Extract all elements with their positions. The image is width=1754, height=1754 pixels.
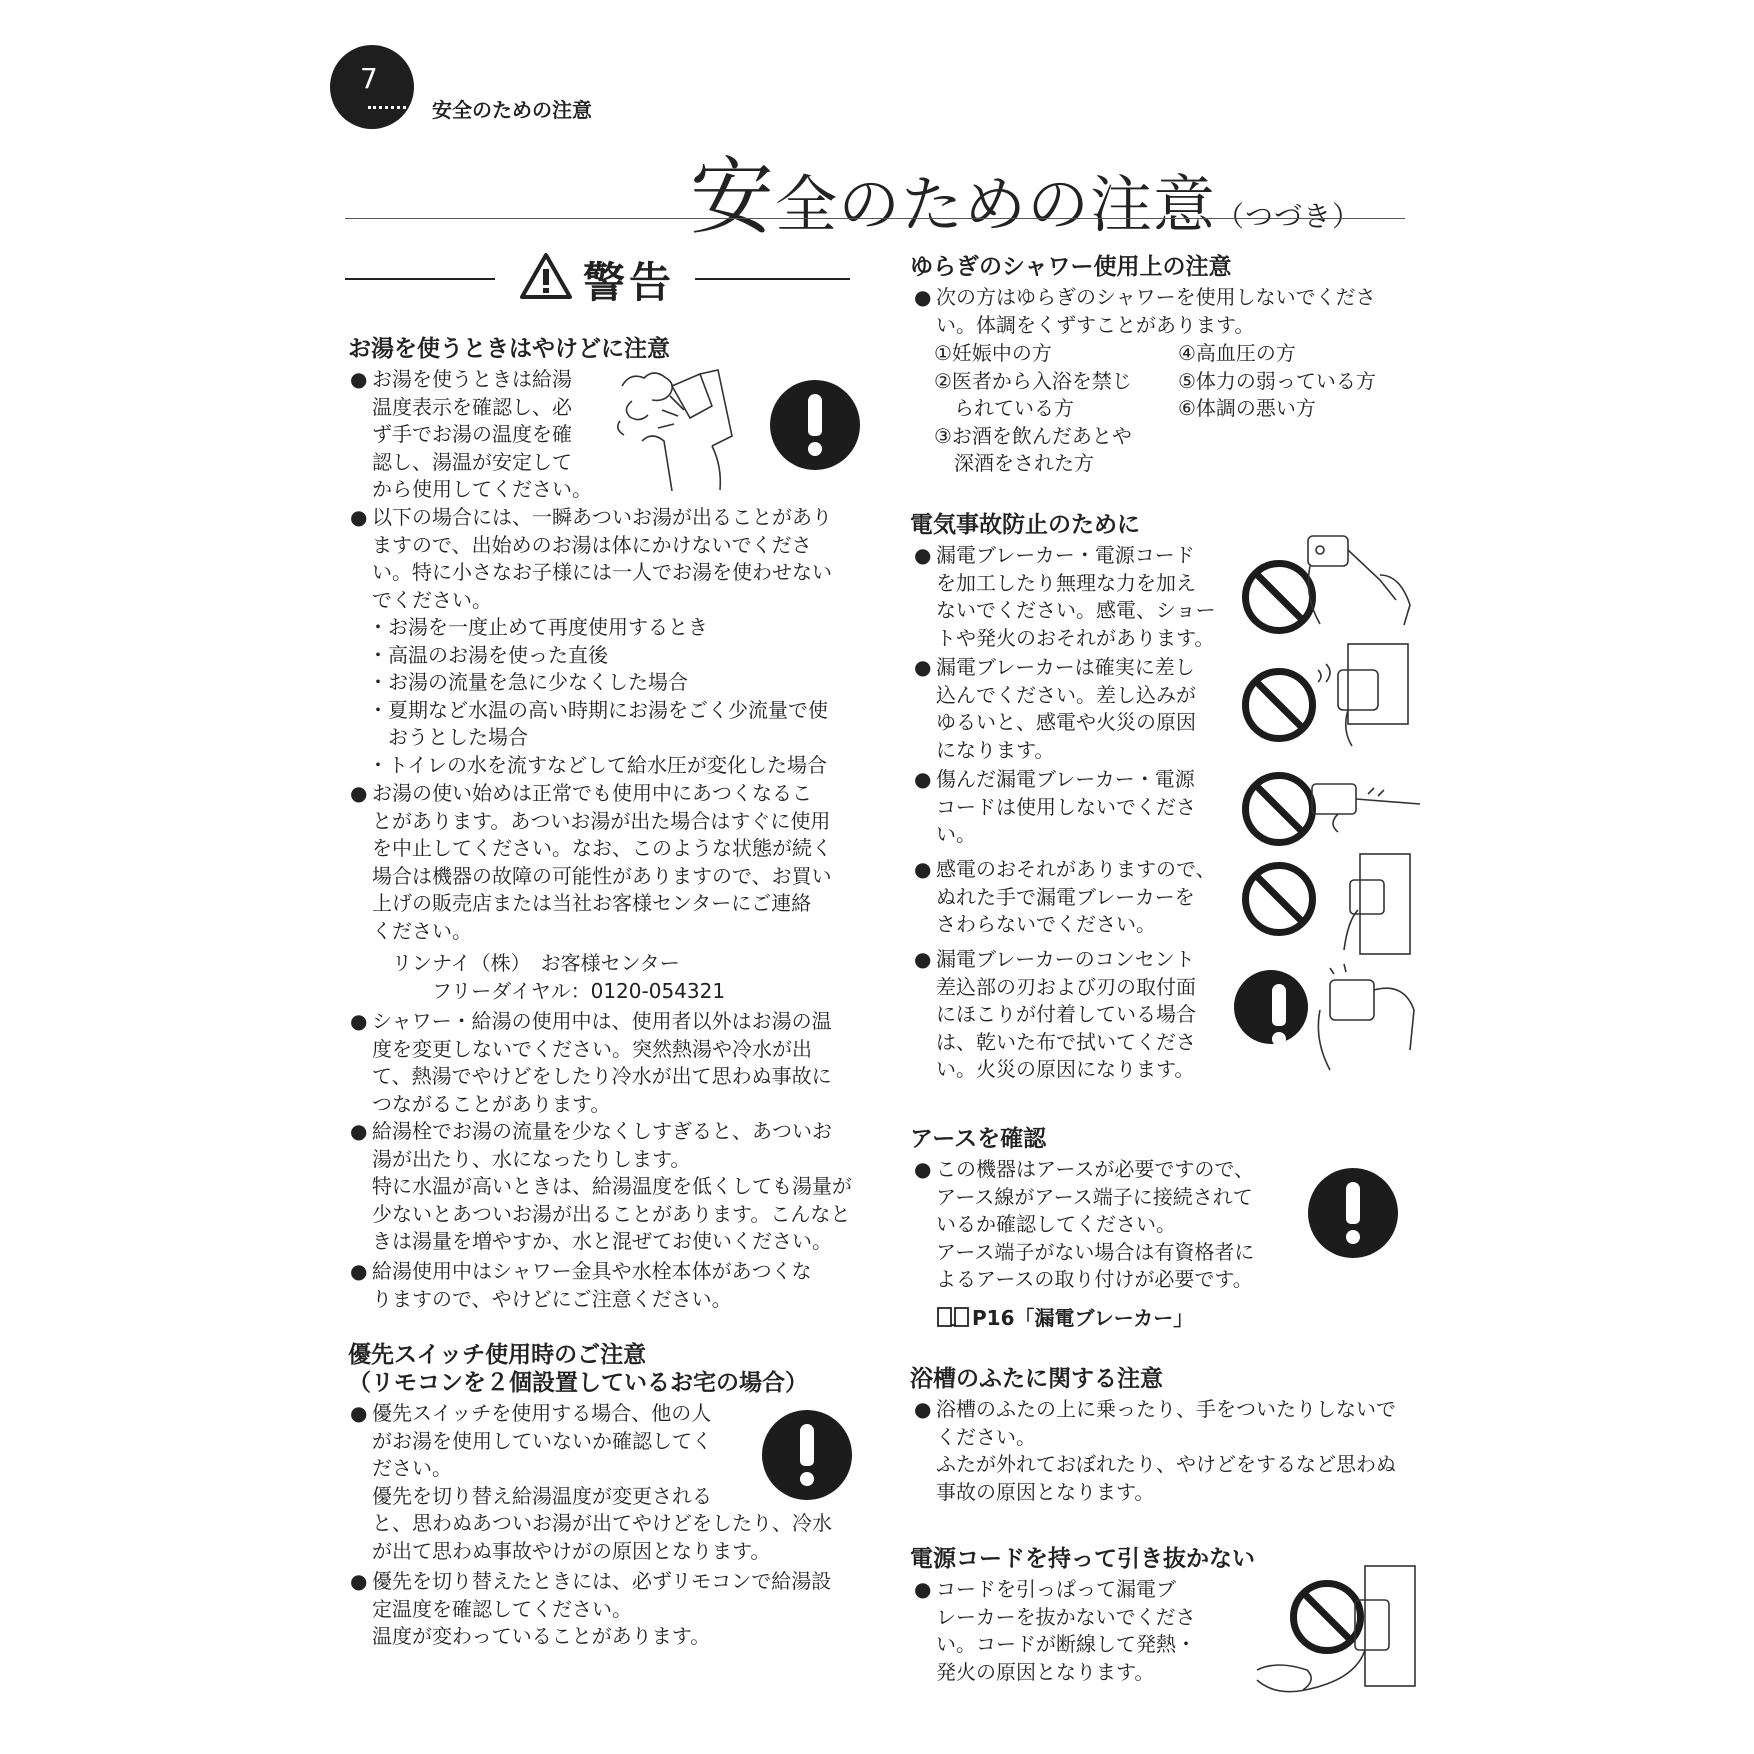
warning-triangle-icon [520, 252, 572, 300]
mandatory-icon [1234, 970, 1308, 1044]
heading-power-cord: 電源コードを持って引き抜かない [910, 1546, 1255, 1572]
list-item [350, 504, 370, 532]
section-label: 安全のための注意 [432, 98, 592, 122]
list-item [914, 946, 934, 974]
bullet: ● [914, 543, 932, 567]
priority-bullet-1: 優先スイッチを使用する場合、他の人 がお湯を使用していないか確認してく ださい。 優先を切り替え給湯温度が変更される と、思わぬあついお湯が出てやけどをしたり、冷水 が出て思わぬ事故やけがの原因となります。 [372, 1401, 832, 1563]
list-item [350, 1118, 370, 1146]
heading-burn-caution: お湯を使うときはやけどに注意 [348, 336, 670, 362]
bullet: ● [914, 947, 932, 971]
burn-bullet-2: 以下の場合には、一瞬あついお湯が出ることがあり ますので、出始めのお湯は体にかけないでくださ い。特に小さなお子様には一人でお湯を使わせない でください。 [372, 505, 832, 612]
page-title-first-char: 安 [690, 148, 776, 246]
heading-yuragi-shower: ゆらぎのシャワー使用上の注意 [910, 254, 1232, 280]
bullet: ● [350, 1009, 368, 1033]
bullet: ● [350, 1569, 368, 1593]
list-item [914, 1156, 934, 1184]
warning-label: 警告 [583, 258, 676, 307]
outlet-plug-illustration [1308, 640, 1418, 750]
reference-link[interactable]: P16「漏電ブレーカー」 [972, 1306, 1194, 1330]
list-item [350, 1400, 370, 1428]
list-item [914, 1396, 934, 1424]
electric-bullet-2: 漏電ブレーカーは確実に差し 込んでください。差し込みが ゆるいと、感電や火災の原因 になります。 [936, 655, 1196, 762]
bullet: ● [350, 1259, 368, 1283]
shower-hand-illustration [612, 366, 742, 491]
ground-bullet-1: この機器はアースが必要ですので、 アース線がアース端子に接続されて いるか確認してください。 アース端子がない場合は有資格者に よるアースの取り付けが必要です。 [936, 1157, 1255, 1291]
prohibited-icon [1242, 772, 1316, 846]
bullet: ● [350, 1119, 368, 1143]
clean-plug-illustration [1310, 960, 1422, 1080]
bullet: ● [914, 1397, 932, 1421]
list-item [914, 1576, 934, 1604]
dotted-leader [368, 106, 430, 109]
list-item [350, 1258, 370, 1286]
electric-bullet-1: 漏電ブレーカー・電源コード を加工したり無理な力を加え ないでください。感電、ショー トや発火のおそれがあります。 [936, 543, 1216, 650]
bullet: ● [914, 1577, 932, 1601]
list-item [914, 542, 934, 570]
bullet: ● [350, 1401, 368, 1425]
burn-bullet-3: お湯の使い始めは正常でも使用中にあつくなるこ とがあります。あついお湯が出た場合はすぐに使用 を中止してください。なお、このような状態が続く 場合は機器の故障の可能性がありますので、お買い 上げの販売店または当社お客様センターにご連絡 ください。 [372, 781, 832, 943]
heading-priority-switch: 優先スイッチ使用時のご注意 [348, 1342, 647, 1368]
burn-sublist: ・お湯を一度止めて再度使用するとき ・高温のお湯を使った直後 ・お湯の流量を急に少なくした場合 ・夏期など水温の高い時期にお湯をごく少流量で使 おうとした場合 ・トイレの水を流すなどして給水圧が変化した場合 [368, 615, 828, 777]
prohibited-icon [1242, 668, 1316, 742]
list-item [914, 856, 934, 884]
warning-rule-right [695, 278, 850, 280]
electric-bullet-4: 感電のおそれがありますので、 ぬれた手で漏電ブレーカーを さわらないでください。 [936, 857, 1216, 936]
list-item [914, 766, 934, 794]
list-item [914, 284, 934, 312]
yuragi-list-right: ④高血圧の方 ⑤体力の弱っている方 ⑥体調の悪い方 [1178, 341, 1376, 420]
book-reference-icon [936, 1304, 970, 1328]
bullet: ● [914, 767, 932, 791]
wet-hand-outlet-illustration [1340, 850, 1416, 960]
burn-bullet-6: 給湯使用中はシャワー金具や水栓本体があつくな りますので、やけどにご注意ください。 [372, 1259, 812, 1311]
bullet: ● [914, 1157, 932, 1181]
title-rule [345, 218, 1405, 219]
breaker-bend-illustration [1300, 530, 1420, 630]
list-item [914, 654, 934, 682]
yuragi-bullet-1: 次の方はゆらぎのシャワーを使用しないでくださ い。体調をくずすことがあります。 [936, 285, 1376, 337]
damaged-cord-illustration [1308, 774, 1424, 834]
heading-electric-accident: 電気事故防止のために [910, 512, 1140, 538]
bullet: ● [914, 857, 932, 881]
heading-bath-lid: 浴槽のふたに関する注意 [910, 1366, 1163, 1392]
list-item [350, 780, 370, 808]
heading-priority-switch-sub: （リモコンを２個設置しているお宅の場合） [348, 1370, 808, 1396]
bullet: ● [914, 655, 932, 679]
power-cord-bullet-1: コードを引っぱって漏電ブ レーカーを抜かないでくださ い。コードが断線して発熱・ 発火の原因となります。 [936, 1577, 1196, 1684]
page-number: 7 [360, 62, 378, 95]
bullet: ● [350, 367, 368, 391]
page-title-suffix: （つづき） [1216, 200, 1362, 233]
page-title [690, 130, 1361, 251]
bullet: ● [350, 781, 368, 805]
burn-bullet-4: シャワー・給湯の使用中は、使用者以外はお湯の温 度を変更しないでください。突然熱湯や冷水が出 て、熱湯でやけどをしたり冷水が出て思わぬ事故に つながることがあります。 [372, 1009, 832, 1116]
list-item [350, 1008, 370, 1036]
bath-lid-bullet-1: 浴槽のふたの上に乗ったり、手をついたりしないで ください。 ふたが外れておぼれたり、やけどをするなど思わぬ 事故の原因となります。 [936, 1397, 1396, 1504]
mandatory-icon [770, 380, 860, 470]
priority-bullet-2: 優先を切り替えたときには、必ずリモコンで給湯設 定温度を確認してください。 温度が変わっていることがあります。 [372, 1569, 832, 1648]
no-wet-hands-icon [1242, 862, 1316, 936]
mandatory-icon [762, 1410, 852, 1500]
page-title-rest: 全のための注意 [775, 168, 1217, 241]
electric-bullet-5: 漏電ブレーカーのコンセント 差込部の刃および刃の取付面 にほこりが付着している場合 は、乾いた布で拭いてくださ い。火災の原因になります。 [936, 947, 1196, 1081]
burn-bullet-5: 給湯栓でお湯の流量を少なくしすぎると、あついお 湯が出たり、水になったりします。 特に水温が高いときは、給湯温度を低くしても湯量が 少ないとあついお湯が出ることがあります。こんなと きは湯量を増やすか、水と混ぜてお使いください。 [372, 1119, 852, 1253]
pull-cord-illustration [1255, 1560, 1420, 1710]
mandatory-icon [1308, 1168, 1398, 1258]
warning-rule-left [345, 278, 495, 280]
yuragi-list-left: ①妊娠中の方 ②医者から入浴を禁じ られている方 ③お酒を飲んだあとや 深酒をされた方 [934, 341, 1132, 475]
heading-ground-check: アースを確認 [910, 1126, 1047, 1152]
bullet: ● [914, 285, 932, 309]
bullet: ● [350, 505, 368, 529]
electric-bullet-3: 傷んだ漏電ブレーカー・電源 コードは使用しないでくださ い。 [936, 767, 1196, 846]
contact-center: リンナイ（株） お客様センター フリーダイヤル：0120-054321 [392, 951, 726, 1003]
list-item [350, 366, 370, 394]
list-item [350, 1568, 370, 1596]
burn-bullet-1: お湯を使うときは給湯 温度表示を確認し、必 ず手でお湯の温度を確 認し、湯温が安定して から使用してください。 [372, 367, 592, 501]
